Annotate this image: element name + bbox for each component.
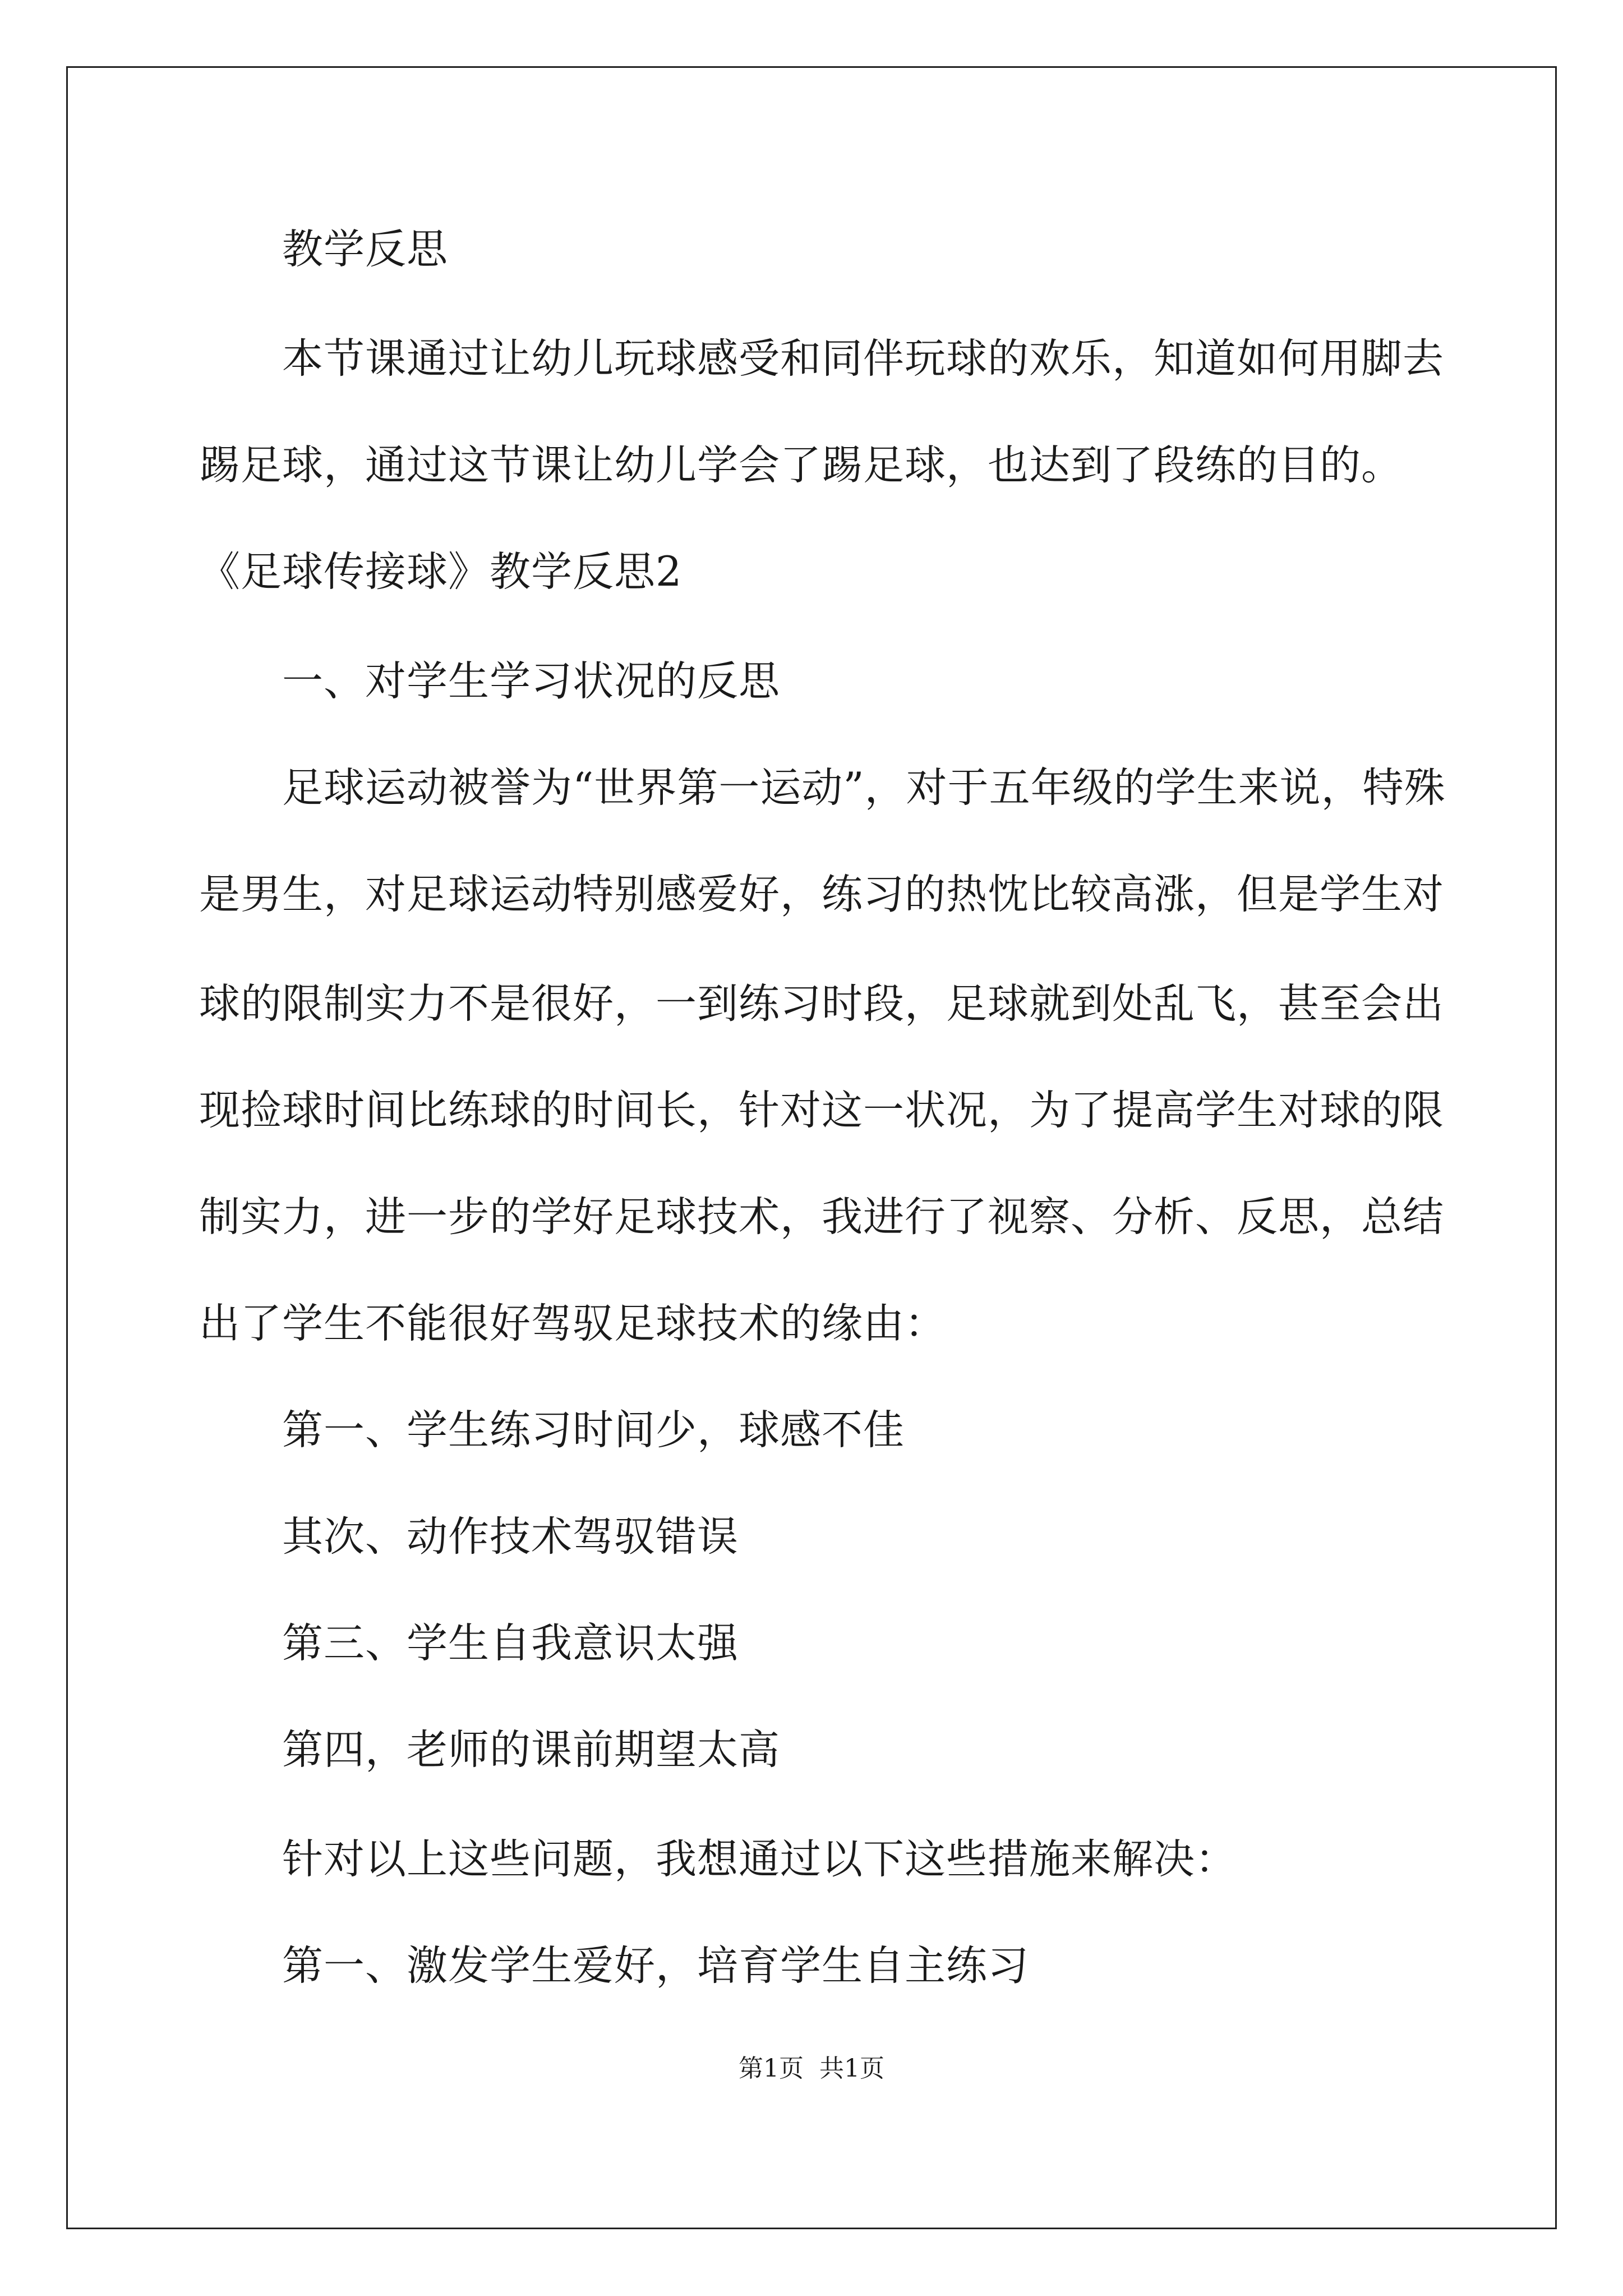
page-total: 共1页	[819, 2054, 884, 2083]
list-item: 第四，老师的课前期望太高	[282, 1726, 780, 1774]
page-number: 第1页	[739, 2054, 804, 2083]
paragraph-line: 本节课通过让幼儿玩球感受和同伴玩球的欢乐，知道如何用脚去	[282, 335, 1444, 383]
page-footer	[0, 2052, 1623, 2086]
paragraph-line: 球的限制实力不是很好，一到练习时段，足球就到处乱飞，甚至会出	[199, 980, 1444, 1028]
page-border	[66, 66, 1557, 2229]
list-item: 第一、激发学生爱好，培育学生自主练习	[282, 1942, 1029, 1990]
paragraph-line: 制实力，进一步的学好足球技术，我进行了视察、分析、反思，总结	[199, 1193, 1444, 1241]
section-heading: 一、对学生学习状况的反思	[282, 657, 780, 705]
list-item: 其次、动作技术驾驭错误	[282, 1513, 739, 1561]
paragraph-line: 出了学生不能很好驾驭足球技术的缘由：	[199, 1300, 946, 1347]
paragraph-line: 现捡球时间比练球的时间长，针对这一状况，为了提高学生对球的限	[199, 1087, 1444, 1134]
paragraph-line: 足球运动被誉为“世界第一运动”，对于五年级的学生来说，特殊	[282, 764, 1446, 812]
paragraph-line: 是男生，对足球运动特别感爱好，练习的热忱比较高涨，但是学生对	[199, 871, 1444, 918]
list-item: 第一、学生练习时间少，球感不佳	[282, 1406, 905, 1454]
article-title: 《足球传接球》教学反思2	[199, 548, 683, 596]
list-item: 第三、学生自我意识太强	[282, 1619, 739, 1667]
paragraph-line: 踢足球，通过这节课让幼儿学会了踢足球，也达到了段练的目的。	[199, 441, 1403, 489]
section-heading: 教学反思	[282, 226, 448, 273]
paragraph-line: 针对以上这些问题，我想通过以下这些措施来解决：	[282, 1835, 1237, 1883]
